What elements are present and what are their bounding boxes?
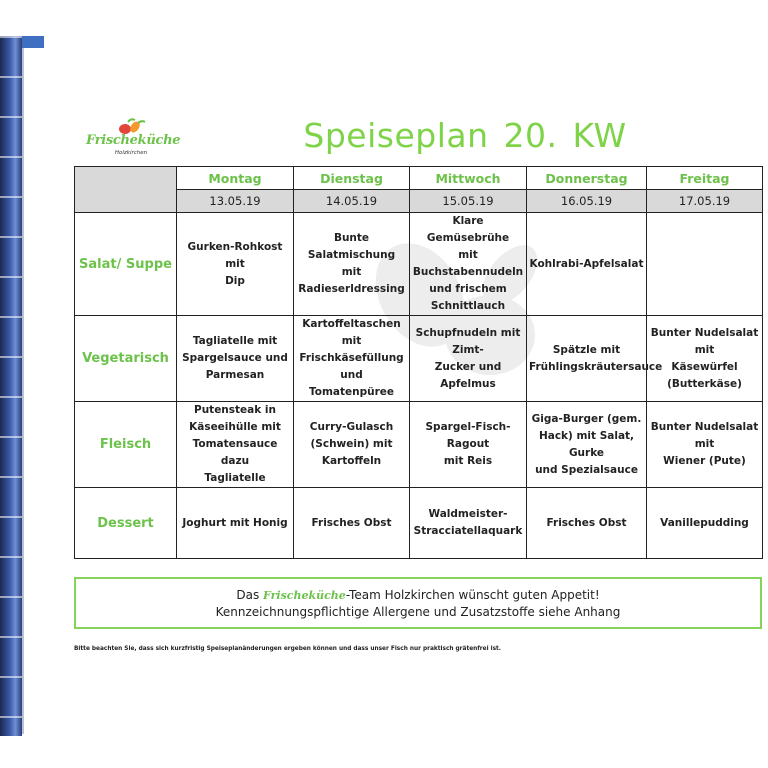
dish-line: (Schwein) mit (310, 438, 393, 450)
dish-line: Tomatenpüree (308, 386, 395, 398)
dish-line: Waldmeister- (428, 508, 508, 520)
weekday-header-row (75, 167, 763, 190)
dish-line: Frisches Obst (311, 516, 392, 529)
dish-line: Spargel-Fisch-Ragout (425, 421, 511, 450)
logo-subtext: Holzkirchen (114, 150, 148, 156)
dish-line: Frischkäsefüllung und (299, 352, 404, 381)
dish-line: Curry-Gulasch (309, 421, 394, 433)
date-cell: 14.05.19 (294, 190, 410, 213)
date-cell: 15.05.19 (410, 190, 527, 213)
dish-line: Bunter Nudelsalat mit (650, 326, 759, 356)
date-cell: 17.05.19 (647, 190, 763, 213)
dish-line: mit Buchstabennudeln (412, 249, 524, 278)
dish-cell (410, 213, 527, 316)
dish-line: Kartoffeltaschen mit (302, 318, 401, 347)
page-title: Speiseplan 20. KW (303, 116, 627, 155)
dish-cell (294, 316, 410, 402)
menu-table (74, 166, 763, 559)
dish-cell (410, 488, 527, 559)
disclaimer-note: Bitte beachten Sie, dass sich kurzfristig Speiseplanänderungen ergeben können und dass unser Fisch nur praktisch grätenfrei ist. (74, 646, 502, 652)
corner-cell (75, 167, 177, 213)
weekday-header: Donnerstag (527, 167, 647, 190)
dish-line: Tagliatelle mit (192, 335, 278, 347)
greeting-brand: Frischeküche (263, 589, 346, 602)
photo-edge (22, 48, 24, 734)
dish-cell (527, 402, 647, 488)
dish-line: Bunter Nudelsalat mit (650, 421, 759, 450)
menu-row-dessert (75, 488, 763, 559)
dish-cell (410, 316, 527, 402)
dish-cell (527, 488, 647, 559)
greeting-suffix: -Team Holzkirchen wünscht guten Appetit! (345, 588, 600, 602)
dish-line: Dip (225, 274, 245, 287)
dish-cell (294, 213, 410, 316)
dish-line: Schnittlauch (430, 300, 506, 312)
date-cell: 16.05.19 (527, 190, 647, 213)
weekday-header: Dienstag (294, 167, 410, 190)
building-photo-strip (0, 36, 22, 736)
dish-cell (527, 213, 647, 316)
menu-row-salat (75, 213, 763, 316)
date-cell: 13.05.19 (177, 190, 294, 213)
dish-line: mit Reis (443, 455, 493, 467)
date-header-row (75, 190, 763, 213)
greeting-line (76, 588, 760, 602)
dish-line: Klare Gemüsebrühe (426, 215, 510, 244)
dish-line: (Butterkäse) (667, 377, 742, 390)
dish-line: Giga-Burger (gem. (531, 412, 642, 425)
menu-row-fleisch (75, 402, 763, 488)
menu-row-vegetarisch (75, 316, 763, 402)
dish-line: Putensteak in (194, 404, 276, 416)
dish-line: Kartoffeln (321, 455, 382, 467)
dish-cell (177, 488, 294, 559)
dish-line: Vanillepudding (660, 516, 749, 529)
dish-line: Bunte Salatmischung (307, 232, 396, 261)
dish-cell (177, 213, 294, 316)
dish-cell (410, 402, 527, 488)
dish-cell (294, 488, 410, 559)
dish-cell-empty (647, 213, 763, 316)
dish-line: Frisches Obst (546, 516, 627, 529)
dish-cell (177, 316, 294, 402)
dish-line: Joghurt mit Honig (182, 516, 288, 529)
greeting-box (74, 577, 762, 629)
dish-line: Parmesan (205, 369, 265, 381)
dish-line: Tagliatelle (204, 472, 266, 484)
dish-line: Spätzle mit (552, 343, 621, 356)
allergen-notice: Kennzeichnungspflichtige Allergene und Zusatzstoffe siehe Anhang (215, 605, 621, 619)
dish-line: Stracciatellaquark (413, 525, 523, 537)
weekday-header: Freitag (647, 167, 763, 190)
dish-cell (177, 402, 294, 488)
dish-cell (647, 316, 763, 402)
dish-cell (647, 488, 763, 559)
dish-line: Käsewürfel (671, 360, 738, 373)
dish-line: Zucker und Apfelmus (434, 360, 502, 390)
category-label: Dessert (75, 488, 177, 559)
dish-cell (647, 402, 763, 488)
weekday-header: Montag (177, 167, 294, 190)
dish-line: und frischem (429, 283, 507, 295)
dish-cell (527, 316, 663, 402)
dish-line: Wiener (Pute) (663, 455, 746, 467)
dish-line: Hack) mit Salat, Gurke (538, 429, 635, 459)
dish-cell (294, 402, 410, 488)
frischekueche-logo (86, 118, 181, 164)
dish-line: mit Radieserldressing (298, 266, 405, 295)
dish-line: Schupfnudeln mit Zimt- (415, 326, 521, 356)
category-label: Salat/ Suppe (75, 213, 177, 316)
greeting-prefix: Das (236, 588, 264, 602)
category-label: Vegetarisch (75, 316, 177, 402)
dish-line: Gurken-Rohkost mit (187, 240, 283, 270)
dish-line: Frühlingskräutersauce (529, 360, 663, 373)
dish-line: und Spezialsauce (535, 463, 638, 476)
category-label: Fleisch (75, 402, 177, 488)
dish-line: Kohlrabi-Apfelsalat (529, 257, 644, 270)
weekday-header: Mittwoch (410, 167, 527, 190)
dish-line: Tomatensauce dazu (192, 438, 278, 467)
logo-text: Frischeküche (86, 133, 181, 148)
dish-line: Käseeihülle mit (189, 421, 281, 433)
dish-line: Spargelsauce und (182, 352, 288, 364)
